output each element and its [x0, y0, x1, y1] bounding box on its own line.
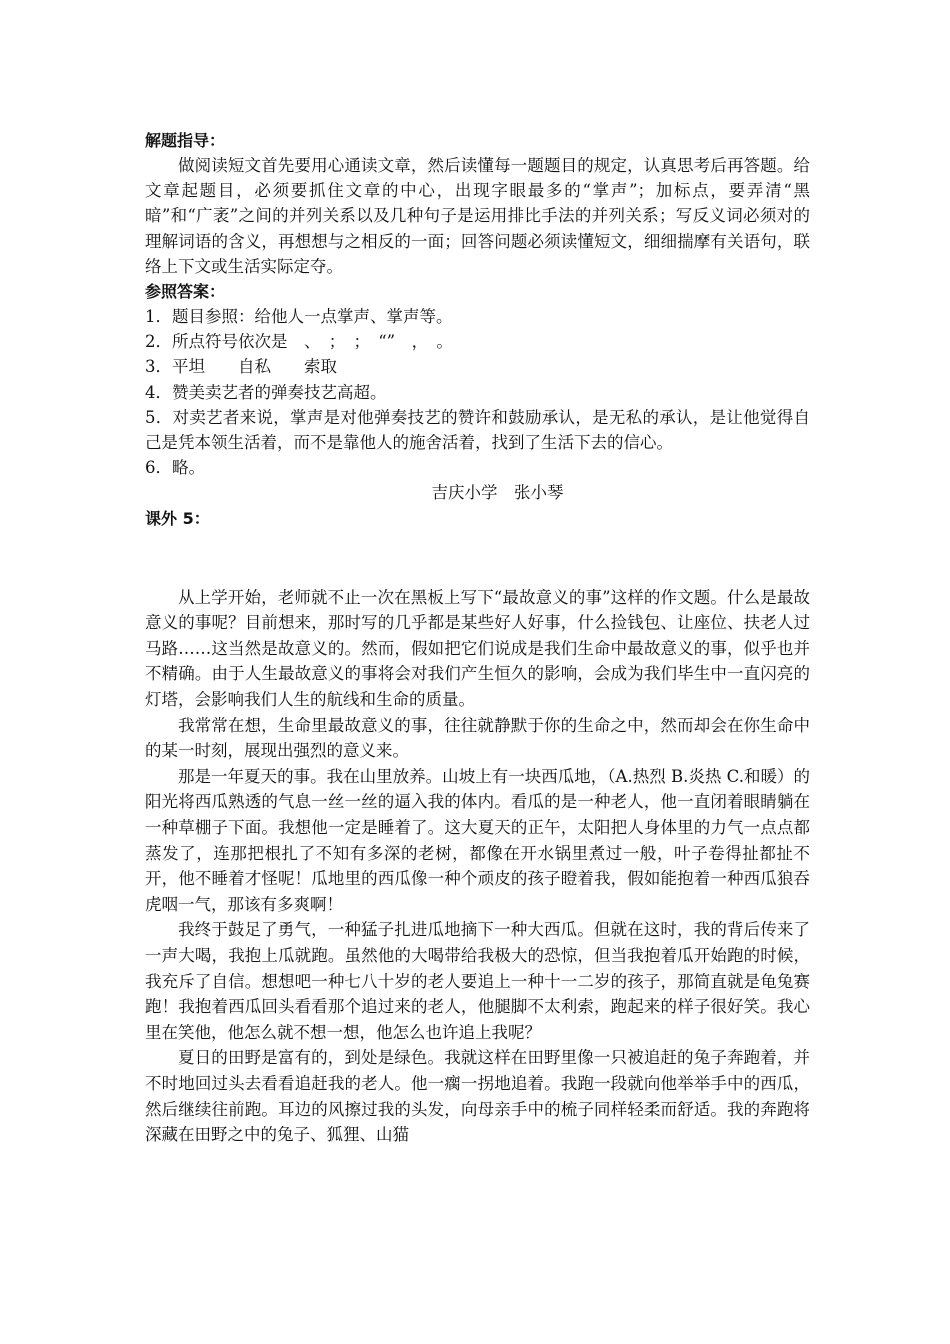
- guide-heading: 解题指导：: [145, 131, 226, 150]
- story-body: [145, 585, 810, 1148]
- answer-item-3: 3．平坦 自私 索取: [145, 357, 337, 377]
- answer-item-1: 1．题目参照：给他人一点掌声、掌声等。: [145, 307, 453, 327]
- story-paragraph-1: 从上学开始，老师就不止一次在黑板上写下“最故意义的事”这样的作文题。什么是最故意义的事呢？目前想来，那时写的几乎都是某些好人好事，什么捡钱包、让座位、扶老人过马路……这当然是故意义的。然而，假如把它们说成是我们生命中最故意义的事，似乎也并不精确。由于人生最故意义的事将会对我们产生恒久的影响，会成为我们毕生中一直闪亮的灯塔，会影响我们人生的航线和生命的质量。: [145, 587, 810, 710]
- guide-paragraph: 做阅读短文首先要用心通读文章，然后读懂每一题题目的规定，认真思考后再答题。给文章起题目，必须要抓住文章的中心，出现字眼最多的“掌声”；加标点，要弄清“黑暗”和“广袤”之间的并列关系以及几种句子是运用排比手法的并列关系；写反义词必须对的理解词语的含义，再想想与之相反的一面；回答问题必须读懂短文，细细揣摩有关语句，联络上下文或生活实际定夺。: [145, 156, 810, 276]
- signature: 吉庆小学 张小琴: [431, 483, 564, 503]
- story-paragraph-5: 夏日的田野是富有的，到处是绿色。我就这样在田野里像一只被追赶的兔子奔跑着，并不时地回过头去看看追赶我的老人。他一瘸一拐地追着。我跑一段就向他举举手中的西瓜，然后继续往前跑。耳边的风擦过我的头发，向母亲手中的梳子同样轻柔而舒适。我的奔跑将深藏在田野之中的兔子、狐狸、山猫: [145, 1048, 810, 1145]
- extra-heading: 课外 5：: [145, 508, 210, 528]
- answers-heading: 参照答案：: [145, 282, 226, 302]
- answer-item-2: 2．所点符号依次是 、 ； ； “” ， 。: [145, 332, 453, 352]
- story-paragraph-3: 那是一年夏天的事。我在山里放养。山坡上有一块西瓜地，（A.热烈 B.炎热 C.和暖）的阳光将西瓜熟透的气息一丝一丝的逼入我的体内。看瓜的是一种老人，他一直闭着眼睛躺在一种草棚子下面。我想他一定是睡着了。这大夏天的正午，太阳把人身体里的力气一点点都蒸发了，连那把根扎了不知有多深的老树，都像在开水锅里煮过一般，叶子卷得扯都扯不开，他不睡着才怪呢！瓜地里的西瓜像一种个顽皮的孩子瞪着我，假如能抱着一种西瓜狼吞虎咽一气，那该有多爽啊！: [145, 766, 810, 914]
- story-paragraph-4: 我终于鼓足了勇气，一种猛子扎进瓜地摘下一种大西瓜。但就在这时，我的背后传来了一声大喝，我抱上瓜就跑。虽然他的大喝带给我极大的恐惊，但当我抱着瓜开始跑的时候，我充斥了自信。想想吧一种七八十岁的老人要追上一种十一二岁的孩子，那简直就是龟兔赛跑！我抱着西瓜回头看看那个追过来的老人，他腿脚不太利索，跑起来的样子很好笑。我心里在笑他，他怎么就不想一想，他怎么也许追上我呢？: [145, 920, 810, 1042]
- answer-item-5: 5．对卖艺者来说，掌声是对他弹奏技艺的赞许和鼓励承认，是无私的承认，是让他觉得自己是凭本领生活着，而不是靠他人的施舍活着，找到了生活下去的信心。: [145, 407, 810, 453]
- document-page: [145, 128, 810, 1148]
- answer-item-6: 6．略。: [145, 458, 205, 478]
- story-paragraph-2: 我常常在想，生命里最故意义的事，往往就静默于你的生命之中，然而却会在你生命中的某一时刻，展现出强烈的意义来。: [145, 715, 810, 761]
- spacer: [145, 531, 810, 585]
- answer-item-4: 4．赞美卖艺者的弹奏技艺高超。: [145, 382, 387, 402]
